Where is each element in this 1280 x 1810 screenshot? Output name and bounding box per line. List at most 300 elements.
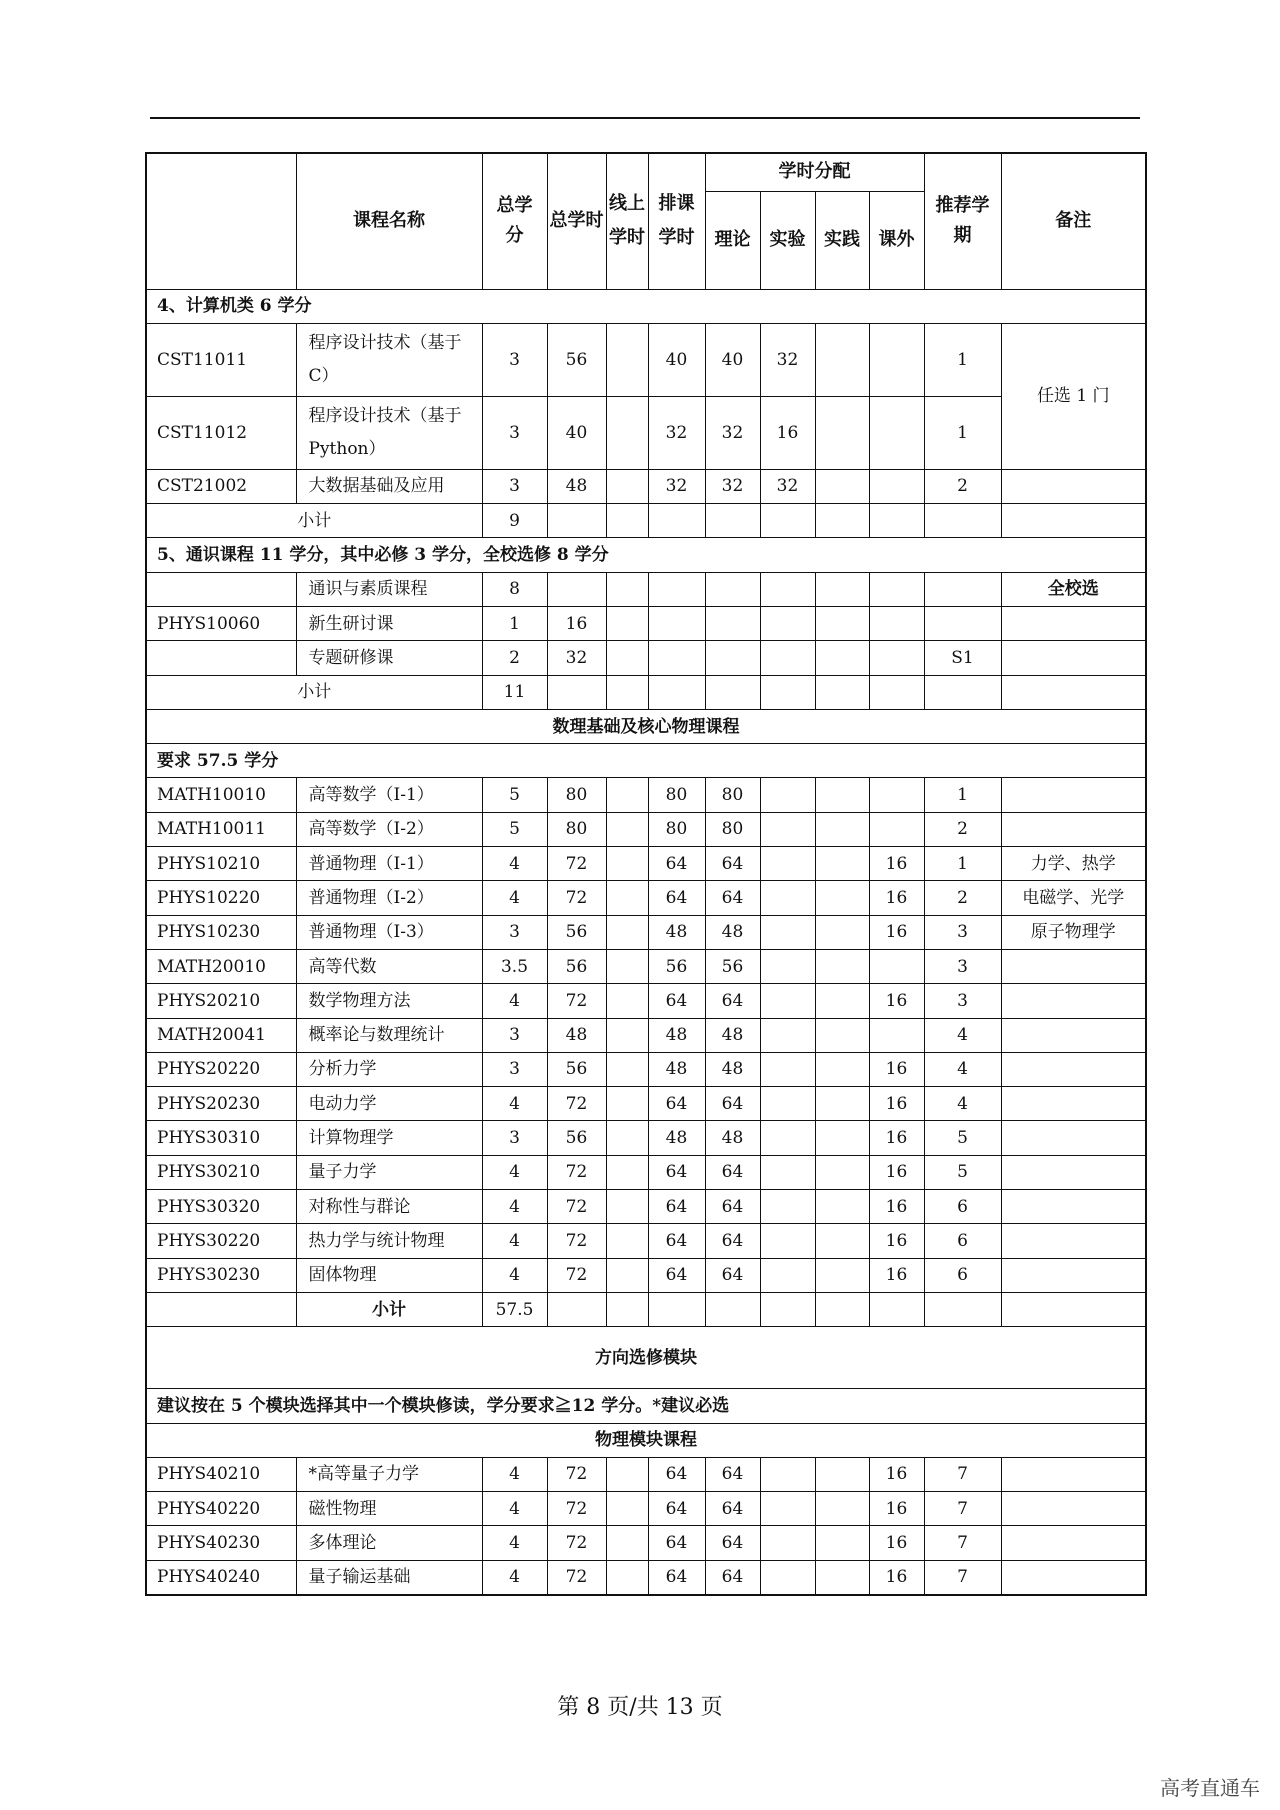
course-name: 通识与素质课程 xyxy=(296,572,482,606)
course-code: PHYS30230 xyxy=(146,1258,296,1292)
table-row xyxy=(146,396,1146,469)
course-experiment xyxy=(760,847,815,881)
course-theory: 64 xyxy=(705,1190,760,1224)
subtotal-label: 小计 xyxy=(296,1292,482,1326)
course-extra: 16 xyxy=(869,1121,924,1155)
course-online xyxy=(606,1526,648,1560)
course-theory: 64 xyxy=(705,1087,760,1121)
course-name: 电动力学 xyxy=(296,1087,482,1121)
course-hours: 32 xyxy=(547,641,606,675)
course-credits: 4 xyxy=(482,1560,547,1595)
course-scheduled: 64 xyxy=(648,984,705,1018)
course-online xyxy=(606,469,648,503)
course-credits: 5 xyxy=(482,778,547,812)
table-row xyxy=(146,812,1146,846)
course-code: PHYS40220 xyxy=(146,1492,296,1526)
course-scheduled: 64 xyxy=(648,1087,705,1121)
course-practice xyxy=(815,396,869,469)
course-online xyxy=(606,1155,648,1189)
course-credits: 4 xyxy=(482,1526,547,1560)
header-total-hours: 总学时 xyxy=(547,153,606,289)
course-theory: 80 xyxy=(705,778,760,812)
course-online xyxy=(606,915,648,949)
course-hours: 48 xyxy=(547,469,606,503)
course-semester: 1 xyxy=(924,396,1001,469)
course-code: MATH10011 xyxy=(146,812,296,846)
table-row xyxy=(146,1190,1146,1224)
course-semester: 6 xyxy=(924,1224,1001,1258)
course-experiment xyxy=(760,984,815,1018)
section-direction-requirement: 建议按在 5 个模块选择其中一个模块修读，学分要求≧12 学分。*建议必选 xyxy=(146,1389,1146,1423)
course-theory: 48 xyxy=(705,1121,760,1155)
course-credits: 3 xyxy=(482,915,547,949)
course-online xyxy=(606,1121,648,1155)
course-online xyxy=(606,847,648,881)
course-scheduled xyxy=(648,641,705,675)
table-row xyxy=(146,1560,1146,1595)
course-hours: 16 xyxy=(547,606,606,640)
course-scheduled: 64 xyxy=(648,1492,705,1526)
header-extracurricular: 课外 xyxy=(869,191,924,289)
table-row xyxy=(146,1018,1146,1052)
course-code: PHYS40240 xyxy=(146,1560,296,1595)
course-note xyxy=(1001,1526,1146,1560)
course-name: 固体物理 xyxy=(296,1258,482,1292)
course-code: PHYS20210 xyxy=(146,984,296,1018)
course-hours: 40 xyxy=(547,396,606,469)
course-code: PHYS40210 xyxy=(146,1457,296,1491)
course-experiment xyxy=(760,1121,815,1155)
course-code: PHYS30220 xyxy=(146,1224,296,1258)
course-scheduled: 48 xyxy=(648,915,705,949)
course-practice xyxy=(815,1190,869,1224)
course-hours: 72 xyxy=(547,1258,606,1292)
table-row xyxy=(146,1087,1146,1121)
subtotal-row xyxy=(146,1292,1146,1326)
table-row xyxy=(146,1457,1146,1491)
course-hours: 56 xyxy=(547,323,606,396)
course-name: 计算物理学 xyxy=(296,1121,482,1155)
course-name: 普通物理（I-3） xyxy=(296,915,482,949)
course-scheduled: 48 xyxy=(648,1052,705,1086)
course-credits: 5 xyxy=(482,812,547,846)
section-general: 5、通识课程 11 学分，其中必修 3 学分，全校选修 8 学分 xyxy=(146,538,1146,572)
course-practice xyxy=(815,949,869,983)
course-scheduled xyxy=(648,572,705,606)
section-physics-module: 物理模块课程 xyxy=(146,1423,1146,1457)
course-semester: 1 xyxy=(924,323,1001,396)
table-row xyxy=(146,641,1146,675)
course-semester: 6 xyxy=(924,1190,1001,1224)
course-online xyxy=(606,984,648,1018)
course-theory: 80 xyxy=(705,812,760,846)
course-scheduled: 80 xyxy=(648,778,705,812)
course-online xyxy=(606,1190,648,1224)
course-semester: 1 xyxy=(924,847,1001,881)
course-theory: 64 xyxy=(705,984,760,1018)
course-note-choose-one: 任选 1 门 xyxy=(1001,323,1146,469)
course-name: 磁性物理 xyxy=(296,1492,482,1526)
course-experiment xyxy=(760,1190,815,1224)
course-extra: 16 xyxy=(869,1258,924,1292)
course-practice xyxy=(815,323,869,396)
section-math-core-title: 数理基础及核心物理课程 xyxy=(146,709,1146,743)
course-practice xyxy=(815,1258,869,1292)
header-practice: 实践 xyxy=(815,191,869,289)
course-code xyxy=(146,572,296,606)
course-hours: 80 xyxy=(547,778,606,812)
course-name: 多体理论 xyxy=(296,1526,482,1560)
course-credits: 4 xyxy=(482,1258,547,1292)
course-online xyxy=(606,1492,648,1526)
course-extra: 16 xyxy=(869,1457,924,1491)
course-practice xyxy=(815,1457,869,1491)
course-theory: 40 xyxy=(705,323,760,396)
course-scheduled: 32 xyxy=(648,469,705,503)
course-credits: 4 xyxy=(482,881,547,915)
course-hours: 72 xyxy=(547,984,606,1018)
course-semester: 2 xyxy=(924,812,1001,846)
header-theory: 理论 xyxy=(705,191,760,289)
course-theory: 64 xyxy=(705,1258,760,1292)
section-math-core-requirement: 要求 57.5 学分 xyxy=(146,744,1146,778)
course-theory: 64 xyxy=(705,1224,760,1258)
course-note: 原子物理学 xyxy=(1001,915,1146,949)
course-credits: 4 xyxy=(482,1087,547,1121)
course-practice xyxy=(815,1087,869,1121)
course-semester: 5 xyxy=(924,1121,1001,1155)
header-hour-allocation: 学时分配 xyxy=(705,153,924,191)
table-row xyxy=(146,778,1146,812)
course-hours: 72 xyxy=(547,1492,606,1526)
course-scheduled: 64 xyxy=(648,1258,705,1292)
course-credits: 3 xyxy=(482,1018,547,1052)
course-note xyxy=(1001,641,1146,675)
course-credits: 4 xyxy=(482,1155,547,1189)
course-hours xyxy=(547,572,606,606)
course-note xyxy=(1001,1258,1146,1292)
course-note xyxy=(1001,1052,1146,1086)
subtotal-credits: 57.5 xyxy=(482,1292,547,1326)
course-name: 分析力学 xyxy=(296,1052,482,1086)
course-semester: 1 xyxy=(924,778,1001,812)
course-credits: 3 xyxy=(482,1052,547,1086)
course-code: PHYS30320 xyxy=(146,1190,296,1224)
course-online xyxy=(606,881,648,915)
header-code xyxy=(146,153,296,289)
course-theory: 64 xyxy=(705,1560,760,1595)
course-hours: 72 xyxy=(547,847,606,881)
course-extra: 16 xyxy=(869,1052,924,1086)
header-total-credits: 总学分 xyxy=(482,153,547,289)
course-credits: 4 xyxy=(482,1457,547,1491)
header-experiment: 实验 xyxy=(760,191,815,289)
course-note xyxy=(1001,1190,1146,1224)
course-extra xyxy=(869,778,924,812)
table-row xyxy=(146,323,1146,396)
course-experiment xyxy=(760,1560,815,1595)
course-code: MATH20041 xyxy=(146,1018,296,1052)
course-experiment xyxy=(760,778,815,812)
course-scheduled: 64 xyxy=(648,1224,705,1258)
table-row xyxy=(146,606,1146,640)
course-hours: 56 xyxy=(547,949,606,983)
table-row xyxy=(146,1052,1146,1086)
header-course-name: 课程名称 xyxy=(296,153,482,289)
course-credits: 1 xyxy=(482,606,547,640)
course-hours: 72 xyxy=(547,1155,606,1189)
course-semester xyxy=(924,606,1001,640)
course-credits: 4 xyxy=(482,847,547,881)
course-theory: 64 xyxy=(705,1457,760,1491)
course-code xyxy=(146,641,296,675)
course-note xyxy=(1001,606,1146,640)
course-name: 专题研修课 xyxy=(296,641,482,675)
table-row xyxy=(146,1121,1146,1155)
table-row xyxy=(146,1155,1146,1189)
course-extra: 16 xyxy=(869,1560,924,1595)
top-rule xyxy=(150,117,1140,119)
course-extra xyxy=(869,812,924,846)
course-credits: 8 xyxy=(482,572,547,606)
course-online xyxy=(606,1224,648,1258)
course-semester: 4 xyxy=(924,1018,1001,1052)
course-extra xyxy=(869,323,924,396)
course-note xyxy=(1001,1155,1146,1189)
course-name: 对称性与群论 xyxy=(296,1190,482,1224)
course-note xyxy=(1001,984,1146,1018)
course-code: PHYS20220 xyxy=(146,1052,296,1086)
course-name: 普通物理（I-2） xyxy=(296,881,482,915)
course-credits: 4 xyxy=(482,1190,547,1224)
course-note xyxy=(1001,1018,1146,1052)
course-semester xyxy=(924,572,1001,606)
course-theory: 32 xyxy=(705,469,760,503)
table-row xyxy=(146,1224,1146,1258)
table-row xyxy=(146,1258,1146,1292)
course-code: PHYS10210 xyxy=(146,847,296,881)
course-credits: 3 xyxy=(482,469,547,503)
course-theory: 48 xyxy=(705,1018,760,1052)
course-scheduled: 64 xyxy=(648,1526,705,1560)
course-note xyxy=(1001,1224,1146,1258)
course-credits: 3 xyxy=(482,323,547,396)
table-row xyxy=(146,469,1146,503)
course-experiment xyxy=(760,1258,815,1292)
course-note xyxy=(1001,1492,1146,1526)
subtotal-credits: 9 xyxy=(482,504,547,538)
course-practice xyxy=(815,1155,869,1189)
course-practice xyxy=(815,915,869,949)
watermark: 高考直通车 xyxy=(1160,1776,1260,1800)
course-code: CST21002 xyxy=(146,469,296,503)
course-hours: 72 xyxy=(547,881,606,915)
course-experiment xyxy=(760,812,815,846)
course-name: 新生研讨课 xyxy=(296,606,482,640)
course-practice xyxy=(815,1052,869,1086)
course-experiment xyxy=(760,1492,815,1526)
course-scheduled: 80 xyxy=(648,812,705,846)
table-row xyxy=(146,572,1146,606)
course-code: PHYS10230 xyxy=(146,915,296,949)
course-hours: 72 xyxy=(547,1224,606,1258)
course-hours: 72 xyxy=(547,1190,606,1224)
course-scheduled: 48 xyxy=(648,1121,705,1155)
course-name: 数学物理方法 xyxy=(296,984,482,1018)
course-credits: 3.5 xyxy=(482,949,547,983)
course-practice xyxy=(815,812,869,846)
course-semester: S1 xyxy=(924,641,1001,675)
course-code: PHYS30310 xyxy=(146,1121,296,1155)
course-practice xyxy=(815,778,869,812)
table-row xyxy=(146,847,1146,881)
course-online xyxy=(606,812,648,846)
course-extra: 16 xyxy=(869,1492,924,1526)
course-online xyxy=(606,949,648,983)
page-number: 第 8 页/共 13 页 xyxy=(557,1695,723,1720)
course-experiment xyxy=(760,1052,815,1086)
course-online xyxy=(606,1052,648,1086)
course-practice xyxy=(815,1018,869,1052)
course-note xyxy=(1001,469,1146,503)
course-experiment xyxy=(760,1457,815,1491)
course-scheduled: 64 xyxy=(648,1155,705,1189)
course-hours: 56 xyxy=(547,1052,606,1086)
course-scheduled: 64 xyxy=(648,847,705,881)
course-name: 量子力学 xyxy=(296,1155,482,1189)
course-semester: 3 xyxy=(924,949,1001,983)
course-code: MATH10010 xyxy=(146,778,296,812)
course-online xyxy=(606,1560,648,1595)
course-semester: 7 xyxy=(924,1526,1001,1560)
table-row xyxy=(146,949,1146,983)
course-note xyxy=(1001,812,1146,846)
subtotal-label: 小计 xyxy=(146,675,482,709)
course-semester: 7 xyxy=(924,1560,1001,1595)
course-extra xyxy=(869,396,924,469)
course-extra: 16 xyxy=(869,915,924,949)
header-note: 备注 xyxy=(1001,153,1146,289)
course-practice xyxy=(815,881,869,915)
course-name: 普通物理（I-1） xyxy=(296,847,482,881)
course-experiment: 32 xyxy=(760,323,815,396)
course-note xyxy=(1001,1560,1146,1595)
course-hours: 72 xyxy=(547,1457,606,1491)
table-row xyxy=(146,1492,1146,1526)
course-scheduled: 32 xyxy=(648,396,705,469)
course-theory: 64 xyxy=(705,1526,760,1560)
course-experiment xyxy=(760,881,815,915)
course-scheduled xyxy=(648,606,705,640)
course-code: PHYS40230 xyxy=(146,1526,296,1560)
course-scheduled: 64 xyxy=(648,1190,705,1224)
course-semester: 6 xyxy=(924,1258,1001,1292)
subtotal-row xyxy=(146,675,1146,709)
course-theory: 56 xyxy=(705,949,760,983)
course-practice xyxy=(815,984,869,1018)
course-note: 电磁学、光学 xyxy=(1001,881,1146,915)
course-note xyxy=(1001,1087,1146,1121)
curriculum-table xyxy=(145,152,1147,1596)
course-semester: 4 xyxy=(924,1087,1001,1121)
course-extra xyxy=(869,1018,924,1052)
course-code: CST11012 xyxy=(146,396,296,469)
header-online-hours: 线上学时 xyxy=(606,153,648,289)
course-scheduled: 64 xyxy=(648,881,705,915)
course-semester: 2 xyxy=(924,881,1001,915)
course-extra: 16 xyxy=(869,1087,924,1121)
course-semester: 4 xyxy=(924,1052,1001,1086)
table-row xyxy=(146,915,1146,949)
course-semester: 3 xyxy=(924,984,1001,1018)
course-online xyxy=(606,1457,648,1491)
section-direction-title: 方向选修模块 xyxy=(146,1327,1146,1389)
course-online xyxy=(606,778,648,812)
course-extra: 16 xyxy=(869,1190,924,1224)
course-hours: 48 xyxy=(547,1018,606,1052)
table-row xyxy=(146,984,1146,1018)
course-online xyxy=(606,323,648,396)
course-hours: 72 xyxy=(547,1087,606,1121)
course-online xyxy=(606,1018,648,1052)
course-note xyxy=(1001,778,1146,812)
course-credits: 4 xyxy=(482,1224,547,1258)
course-credits: 2 xyxy=(482,641,547,675)
subtotal-credits: 11 xyxy=(482,675,547,709)
course-note xyxy=(1001,1457,1146,1491)
course-experiment: 32 xyxy=(760,469,815,503)
course-name: 程序设计技术（基于 Python） xyxy=(296,396,482,469)
header-semester: 推荐学期 xyxy=(924,153,1001,289)
course-theory: 48 xyxy=(705,1052,760,1086)
course-code: CST11011 xyxy=(146,323,296,396)
course-extra: 16 xyxy=(869,1224,924,1258)
course-name: 量子输运基础 xyxy=(296,1560,482,1595)
course-name: 高等代数 xyxy=(296,949,482,983)
course-name: 程序设计技术（基于 C） xyxy=(296,323,482,396)
course-theory: 64 xyxy=(705,1492,760,1526)
header-scheduled-hours: 排课学时 xyxy=(648,153,705,289)
course-credits: 4 xyxy=(482,1492,547,1526)
course-code: PHYS10220 xyxy=(146,881,296,915)
course-theory: 32 xyxy=(705,396,760,469)
course-practice xyxy=(815,1224,869,1258)
course-scheduled: 64 xyxy=(648,1560,705,1595)
course-experiment xyxy=(760,1087,815,1121)
course-semester: 2 xyxy=(924,469,1001,503)
course-name: 概率论与数理统计 xyxy=(296,1018,482,1052)
course-scheduled: 64 xyxy=(648,1457,705,1491)
course-hours: 72 xyxy=(547,1560,606,1595)
section-computer: 4、计算机类 6 学分 xyxy=(146,289,1146,323)
course-extra xyxy=(869,469,924,503)
course-extra: 16 xyxy=(869,847,924,881)
course-name: 大数据基础及应用 xyxy=(296,469,482,503)
table-row xyxy=(146,1526,1146,1560)
course-extra: 16 xyxy=(869,984,924,1018)
course-code: PHYS10060 xyxy=(146,606,296,640)
course-credits: 4 xyxy=(482,984,547,1018)
course-experiment xyxy=(760,915,815,949)
subtotal-label: 小计 xyxy=(146,504,482,538)
course-scheduled: 56 xyxy=(648,949,705,983)
course-hours: 80 xyxy=(547,812,606,846)
course-hours: 56 xyxy=(547,1121,606,1155)
course-practice xyxy=(815,1492,869,1526)
course-code: PHYS20230 xyxy=(146,1087,296,1121)
course-code: PHYS30210 xyxy=(146,1155,296,1189)
course-semester: 7 xyxy=(924,1492,1001,1526)
